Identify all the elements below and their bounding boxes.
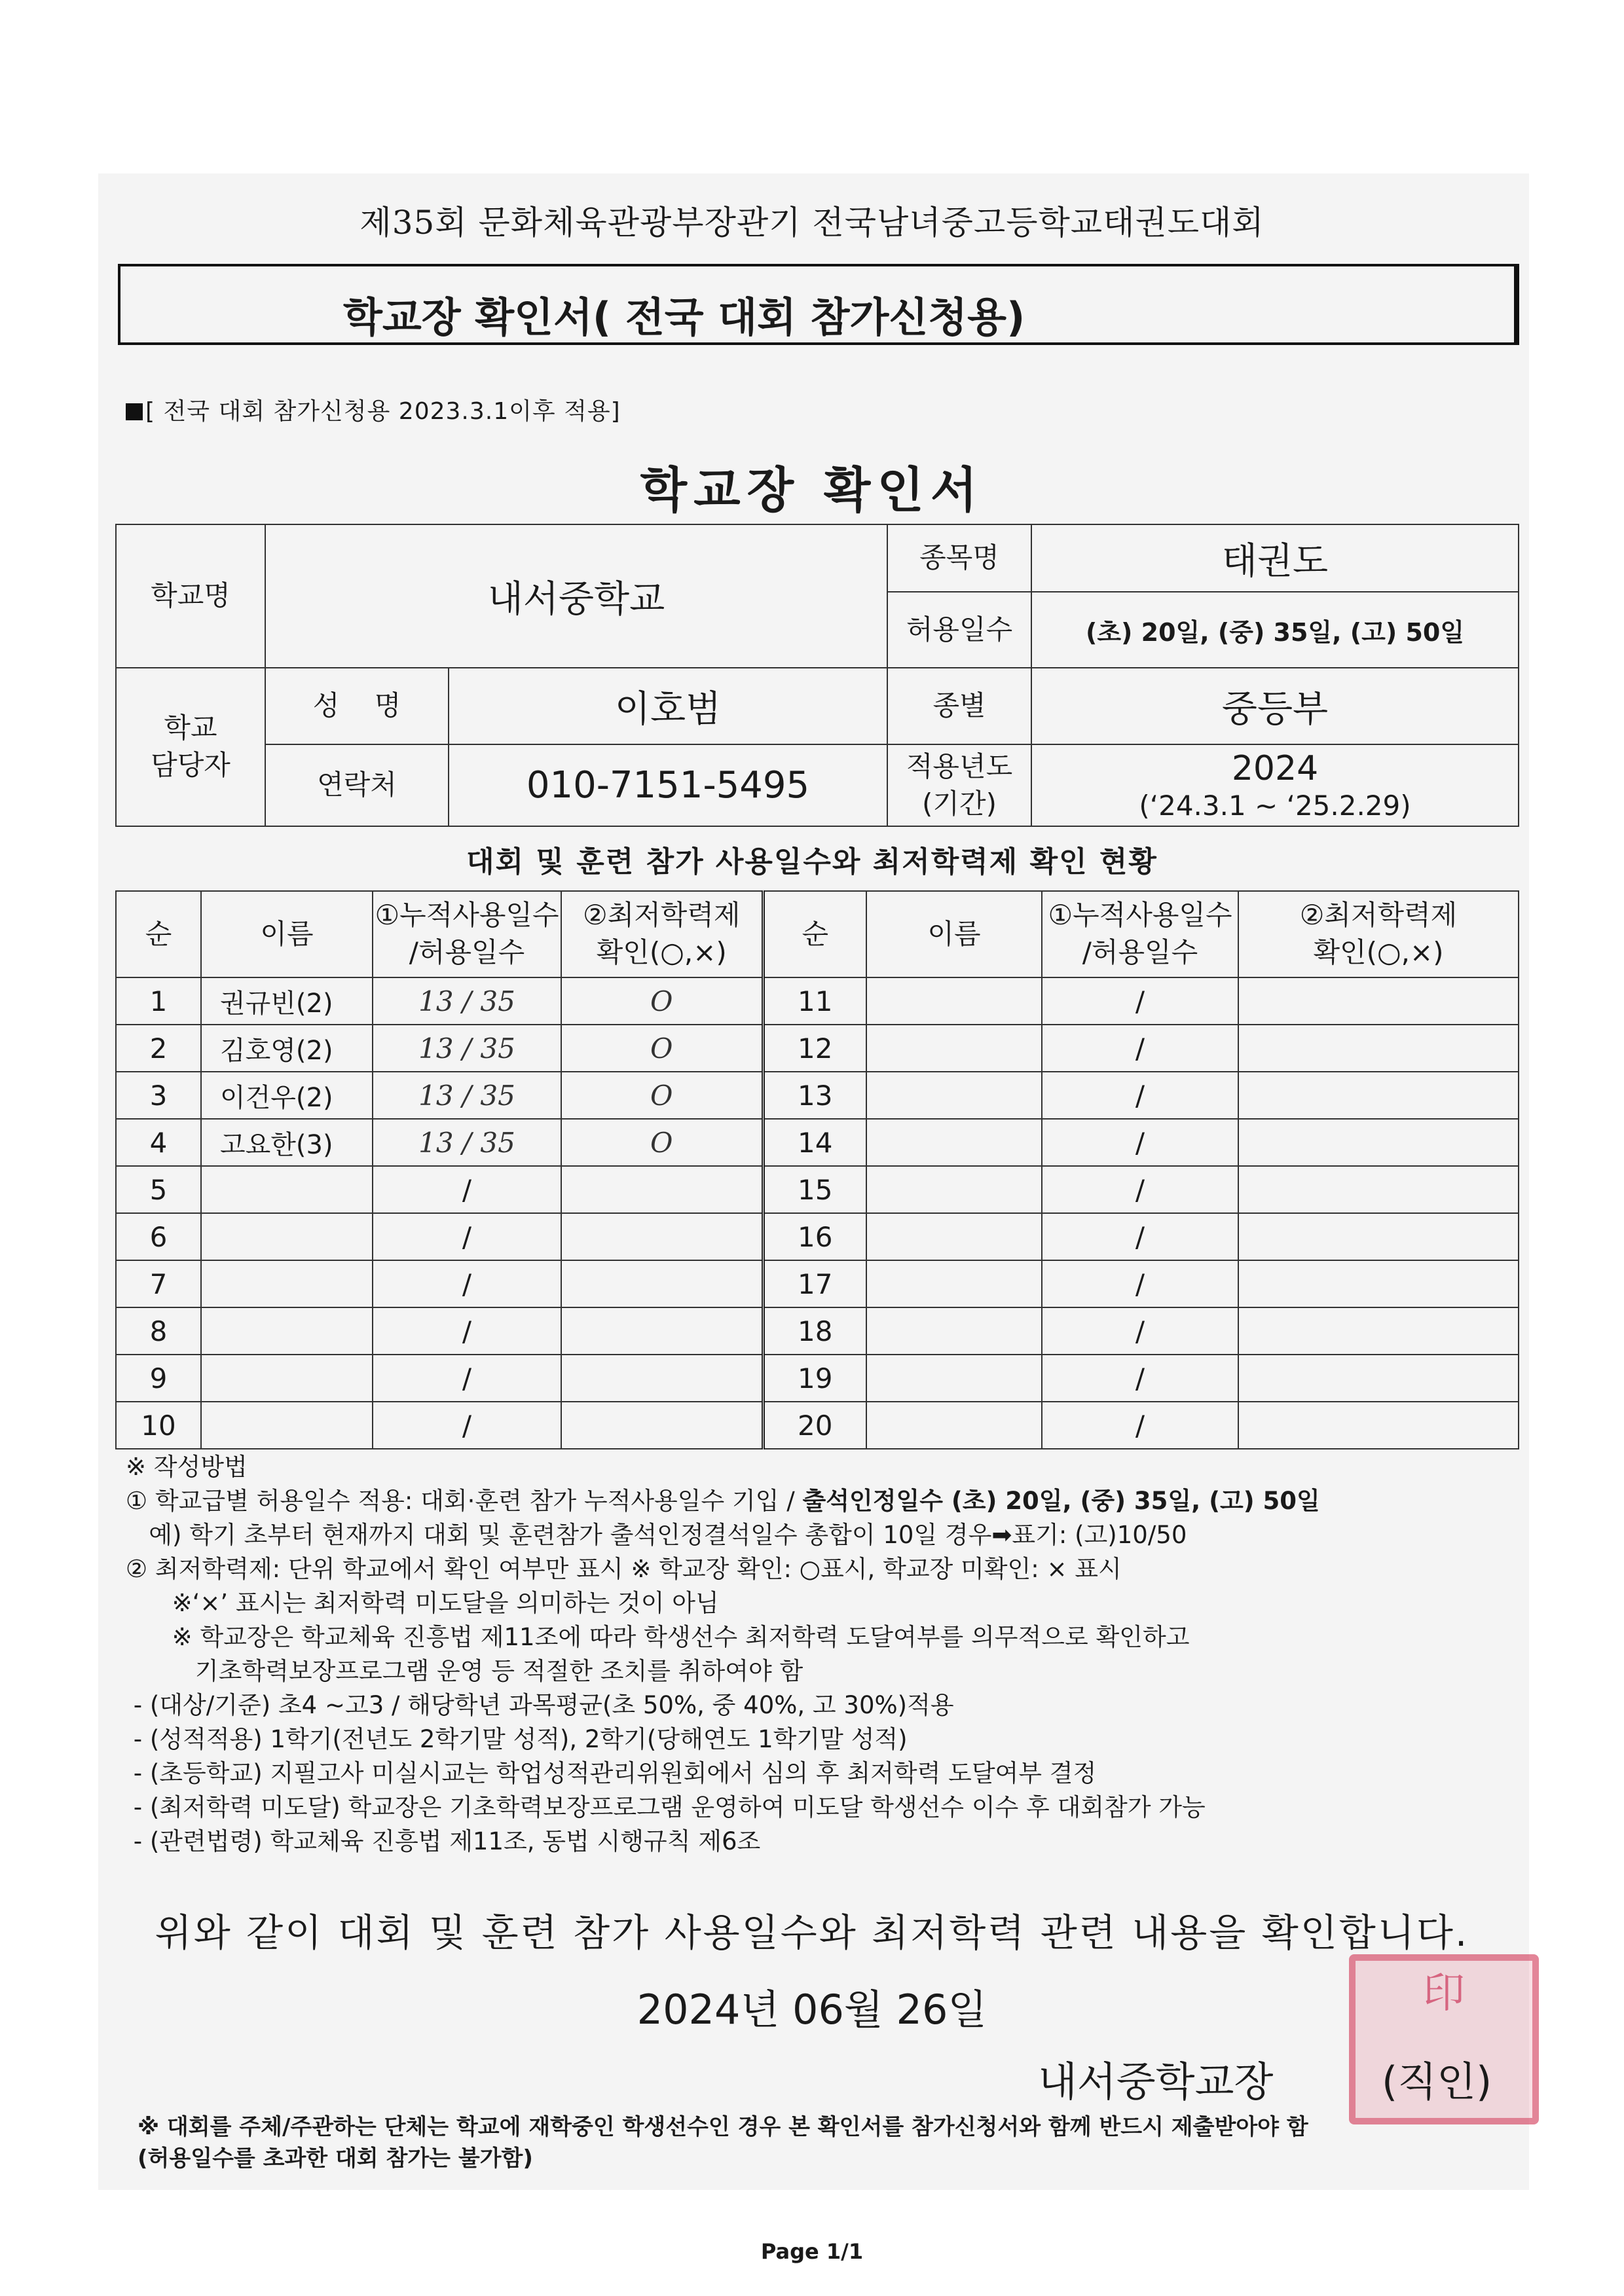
- col-days: [373, 891, 561, 977]
- roster-cell-no: 11: [763, 977, 866, 1025]
- roster-cell-name: 이건우(2): [201, 1072, 373, 1119]
- roster-cell-check: [1238, 977, 1519, 1025]
- school-name: 내서중학교: [265, 524, 887, 668]
- roster-cell-name: [201, 1166, 373, 1213]
- roster-cell-name: [866, 1355, 1042, 1402]
- instruction-line1-a: ① 학교급별 허용일수 적용: 대회·훈련 참가 누적사용일수 기입 /: [126, 1487, 803, 1515]
- competition-title: 제35회 문화체육관광부장관기 전국남녀중고등학교태권도대회: [360, 204, 1264, 242]
- roster-cell-name: 고요한(3): [201, 1119, 373, 1166]
- table-row: [116, 977, 1519, 1025]
- roster-cell-days: /: [373, 1355, 561, 1402]
- roster-cell-check: [561, 1402, 763, 1449]
- col-no-right: 순: [763, 891, 866, 977]
- roster-cell-check: [1238, 1072, 1519, 1119]
- roster-cell-name: [201, 1213, 373, 1260]
- apply-year: [1031, 744, 1519, 826]
- roster-cell-name: [866, 1213, 1042, 1260]
- roster-cell-no: 9: [116, 1355, 201, 1402]
- roster-cell-name: [201, 1355, 373, 1402]
- roster-cell-no: 16: [763, 1213, 866, 1260]
- roster-cell-days: /: [1042, 1119, 1238, 1166]
- roster-cell-check: O: [561, 1072, 763, 1119]
- roster-cell-no: 3: [116, 1072, 201, 1119]
- category: 중등부: [1031, 668, 1519, 744]
- instruction-line: 기초학력보장프로그램 운영 등 적절한 조치를 취하여야 함: [126, 1657, 803, 1685]
- col-name-right: 이름: [866, 891, 1042, 977]
- roster-cell-no: 13: [763, 1072, 866, 1119]
- roster-cell-no: 19: [763, 1355, 866, 1402]
- roster-table: [115, 890, 1519, 1449]
- table-row: [116, 1072, 1519, 1119]
- roster-cell-no: 6: [116, 1213, 201, 1260]
- section-title: 대회 및 훈련 참가 사용일수와 최저학력제 확인 현황: [466, 845, 1158, 879]
- event-label: 종목명: [887, 524, 1031, 592]
- signer-title: 내서중학교장: [1038, 2058, 1274, 2105]
- official-seal-stamp: 印: [1349, 1954, 1539, 2124]
- roster-cell-days: /: [1042, 1402, 1238, 1449]
- roster-cell-days: /: [373, 1213, 561, 1260]
- col-days-line2: /허용일수: [409, 936, 525, 968]
- roster-cell-name: [201, 1402, 373, 1449]
- allowed-days-label: 허용일수: [887, 592, 1031, 668]
- instruction-line1-b: 출석인정일수 (초) 20일, (중) 35일, (고) 50일: [802, 1487, 1320, 1515]
- instructions: [126, 1450, 1540, 1859]
- roster-cell-no: 15: [763, 1166, 866, 1213]
- confirmation-statement: 위와 같이 대회 및 훈련 참가 사용일수와 최저학력 관련 내용을 확인합니다.: [155, 1910, 1469, 1955]
- roster-cell-check: O: [561, 1119, 763, 1166]
- roster-cell-name: [866, 1307, 1042, 1355]
- instruction-line: - (대상/기준) 초4 ~고3 / 해당학년 과목평균(초 50%, 중 40%, 고 30%)적용: [126, 1691, 954, 1719]
- roster-cell-days: /: [373, 1260, 561, 1307]
- instructions-heading: ※ 작성방법: [126, 1453, 248, 1481]
- col-check-right: [1238, 891, 1519, 977]
- doc-heading-box: [118, 264, 1519, 345]
- roster-cell-name: [866, 1025, 1042, 1072]
- roster-cell-check: [1238, 1025, 1519, 1072]
- roster-cell-no: 17: [763, 1260, 866, 1307]
- roster-cell-check: O: [561, 977, 763, 1025]
- roster-cell-days: 13 / 35: [373, 1025, 561, 1072]
- col-name: 이름: [201, 891, 373, 977]
- table-row: [116, 1025, 1519, 1072]
- roster-cell-no: 5: [116, 1166, 201, 1213]
- apply-year-label-line2: (기간): [922, 787, 997, 820]
- school-name-label: 학교명: [116, 524, 265, 668]
- roster-cell-no: 14: [763, 1119, 866, 1166]
- col-days-right-line1: ①누적사용일수: [1048, 899, 1232, 932]
- table-row: [116, 1402, 1519, 1449]
- roster-cell-no: 18: [763, 1307, 866, 1355]
- roster-cell-no: 8: [116, 1307, 201, 1355]
- contact-number: 010-7151-5495: [449, 744, 887, 826]
- roster-cell-check: [1238, 1213, 1519, 1260]
- roster-cell-check: [1238, 1402, 1519, 1449]
- col-check-line1: ②최저학력제: [582, 899, 741, 932]
- contact-label: 연락처: [265, 744, 449, 826]
- apply-year-value: 2024: [1231, 749, 1319, 789]
- roster-cell-no: 4: [116, 1119, 201, 1166]
- apply-year-label: [887, 744, 1031, 826]
- roster-cell-days: /: [1042, 1166, 1238, 1213]
- roster-cell-check: [1238, 1260, 1519, 1307]
- table-row: [116, 1119, 1519, 1166]
- roster-cell-no: 2: [116, 1025, 201, 1072]
- footnote-line1: ※ 대회를 주체/주관하는 단체는 학교에 재학중인 학생선수인 경우 본 확인서를 참가신청서와 함께 반드시 제출받아야 함: [138, 2114, 1308, 2140]
- school-info-table: [115, 524, 1519, 827]
- roster-cell-check: [561, 1355, 763, 1402]
- person-name-label: 성 명: [265, 668, 449, 744]
- issue-date: 2024년 06월 26일: [637, 1986, 987, 2033]
- col-check-line2: 확인(○,×): [596, 936, 727, 968]
- roster-cell-no: 7: [116, 1260, 201, 1307]
- roster-cell-days: 13 / 35: [373, 1119, 561, 1166]
- applicability-note-text: [ 전국 대회 참가신청용 2023.3.1이후 적용]: [145, 398, 621, 425]
- roster-cell-no: 1: [116, 977, 201, 1025]
- roster-cell-no: 10: [116, 1402, 201, 1449]
- roster-cell-check: [1238, 1119, 1519, 1166]
- roster-cell-days: /: [1042, 1213, 1238, 1260]
- instruction-line: 예) 학기 초부터 현재까지 대회 및 훈련참가 출석인정결석일수 총합이 10일 경우➡표기: (고)10/50: [126, 1521, 1187, 1549]
- applicability-note: [126, 393, 621, 426]
- seal-label: (직인): [1382, 2058, 1492, 2105]
- roster-cell-check: [1238, 1166, 1519, 1213]
- roster-cell-name: [201, 1260, 373, 1307]
- square-bullet-icon: [126, 403, 143, 420]
- instruction-line: - (성적적용) 1학기(전년도 2학기말 성적), 2학기(당해연도 1학기말 성적): [126, 1725, 908, 1753]
- roster-cell-name: [866, 977, 1042, 1025]
- instruction-line: ※‘×’ 표시는 최저학력 미도달을 의미하는 것이 아님: [126, 1589, 719, 1617]
- roster-cell-no: 20: [763, 1402, 866, 1449]
- event-name: 태권도: [1031, 524, 1519, 592]
- person-name: 이호범: [449, 668, 887, 744]
- main-title: 학교장 확인서: [640, 462, 984, 519]
- roster-cell-days: /: [1042, 1260, 1238, 1307]
- col-days-line1: ①누적사용일수: [375, 899, 559, 932]
- roster-cell-check: [561, 1307, 763, 1355]
- instruction-line: - (초등학교) 지필고사 미실시교는 학업성적관리위원회에서 심의 후 최저학력 도달여부 결정: [126, 1759, 1097, 1787]
- roster-cell-name: [866, 1402, 1042, 1449]
- table-row: [116, 1307, 1519, 1355]
- roster-cell-days: /: [1042, 1025, 1238, 1072]
- roster-cell-name: [201, 1307, 373, 1355]
- roster-cell-check: [1238, 1307, 1519, 1355]
- instruction-line: ② 최저학력제: 단위 학교에서 확인 여부만 표시 ※ 학교장 확인: ○표시, 학교장 미확인: × 표시: [126, 1555, 1122, 1583]
- col-days-right-line2: /허용일수: [1082, 936, 1198, 968]
- table-row: [116, 1213, 1519, 1260]
- manager-label-line2: 담당자: [151, 749, 231, 781]
- table-row: [116, 1166, 1519, 1213]
- category-label: 종별: [887, 668, 1031, 744]
- footnote-line2: (허용일수를 초과한 대회 참가는 불가함): [138, 2145, 533, 2172]
- col-check-right-line1: ②최저학력제: [1299, 899, 1458, 932]
- instruction-line: - (최저학력 미도달) 학교장은 기초학력보장프로그램 운영하여 미도달 학생선수 이수 후 대회참가 가능: [126, 1793, 1206, 1821]
- roster-cell-check: [561, 1260, 763, 1307]
- page-number: Page 1/1: [760, 2239, 864, 2264]
- instruction-line: ※ 학교장은 학교체육 진흥법 제11조에 따라 학생선수 최저학력 도달여부를 의무적으로 확인하고: [126, 1623, 1190, 1651]
- footnote: [138, 2111, 1526, 2174]
- manager-label-line1: 학교: [164, 712, 217, 744]
- roster-cell-check: [1238, 1355, 1519, 1402]
- allowed-days: (초) 20일, (중) 35일, (고) 50일: [1031, 592, 1519, 668]
- roster-cell-check: [561, 1166, 763, 1213]
- instruction-line: - (관련법령) 학교체육 진흥법 제11조, 동법 시행규칙 제6조: [126, 1827, 761, 1855]
- roster-cell-days: /: [1042, 1072, 1238, 1119]
- roster-cell-days: /: [373, 1402, 561, 1449]
- col-no: 순: [116, 891, 201, 977]
- roster-cell-name: [866, 1072, 1042, 1119]
- roster-cell-name: 김호영(2): [201, 1025, 373, 1072]
- roster-cell-name: [866, 1260, 1042, 1307]
- manager-label: [116, 668, 265, 826]
- apply-period: (‘24.3.1 ~ ‘25.2.29): [1139, 789, 1411, 822]
- roster-cell-days: 13 / 35: [373, 977, 561, 1025]
- col-check-right-line2: 확인(○,×): [1313, 936, 1444, 968]
- roster-cell-name: [866, 1166, 1042, 1213]
- col-days-right: [1042, 891, 1238, 977]
- table-row: [116, 1355, 1519, 1402]
- col-check: [561, 891, 763, 977]
- roster-cell-days: /: [1042, 977, 1238, 1025]
- roster-cell-name: [866, 1119, 1042, 1166]
- table-row: [116, 1260, 1519, 1307]
- instruction-line: [126, 1484, 1540, 1518]
- roster-cell-days: /: [373, 1307, 561, 1355]
- roster-cell-name: 권규빈(2): [201, 977, 373, 1025]
- roster-cell-days: /: [1042, 1307, 1238, 1355]
- roster-cell-check: O: [561, 1025, 763, 1072]
- roster-cell-days: 13 / 35: [373, 1072, 561, 1119]
- roster-header-row: [116, 891, 1519, 977]
- roster-cell-no: 12: [763, 1025, 866, 1072]
- apply-year-label-line1: 적용년도: [906, 750, 1013, 782]
- roster-cell-check: [561, 1213, 763, 1260]
- roster-cell-days: /: [1042, 1355, 1238, 1402]
- roster-cell-days: /: [373, 1166, 561, 1213]
- doc-heading: 학교장 확인서( 전국 대회 참가신청용): [343, 293, 1025, 341]
